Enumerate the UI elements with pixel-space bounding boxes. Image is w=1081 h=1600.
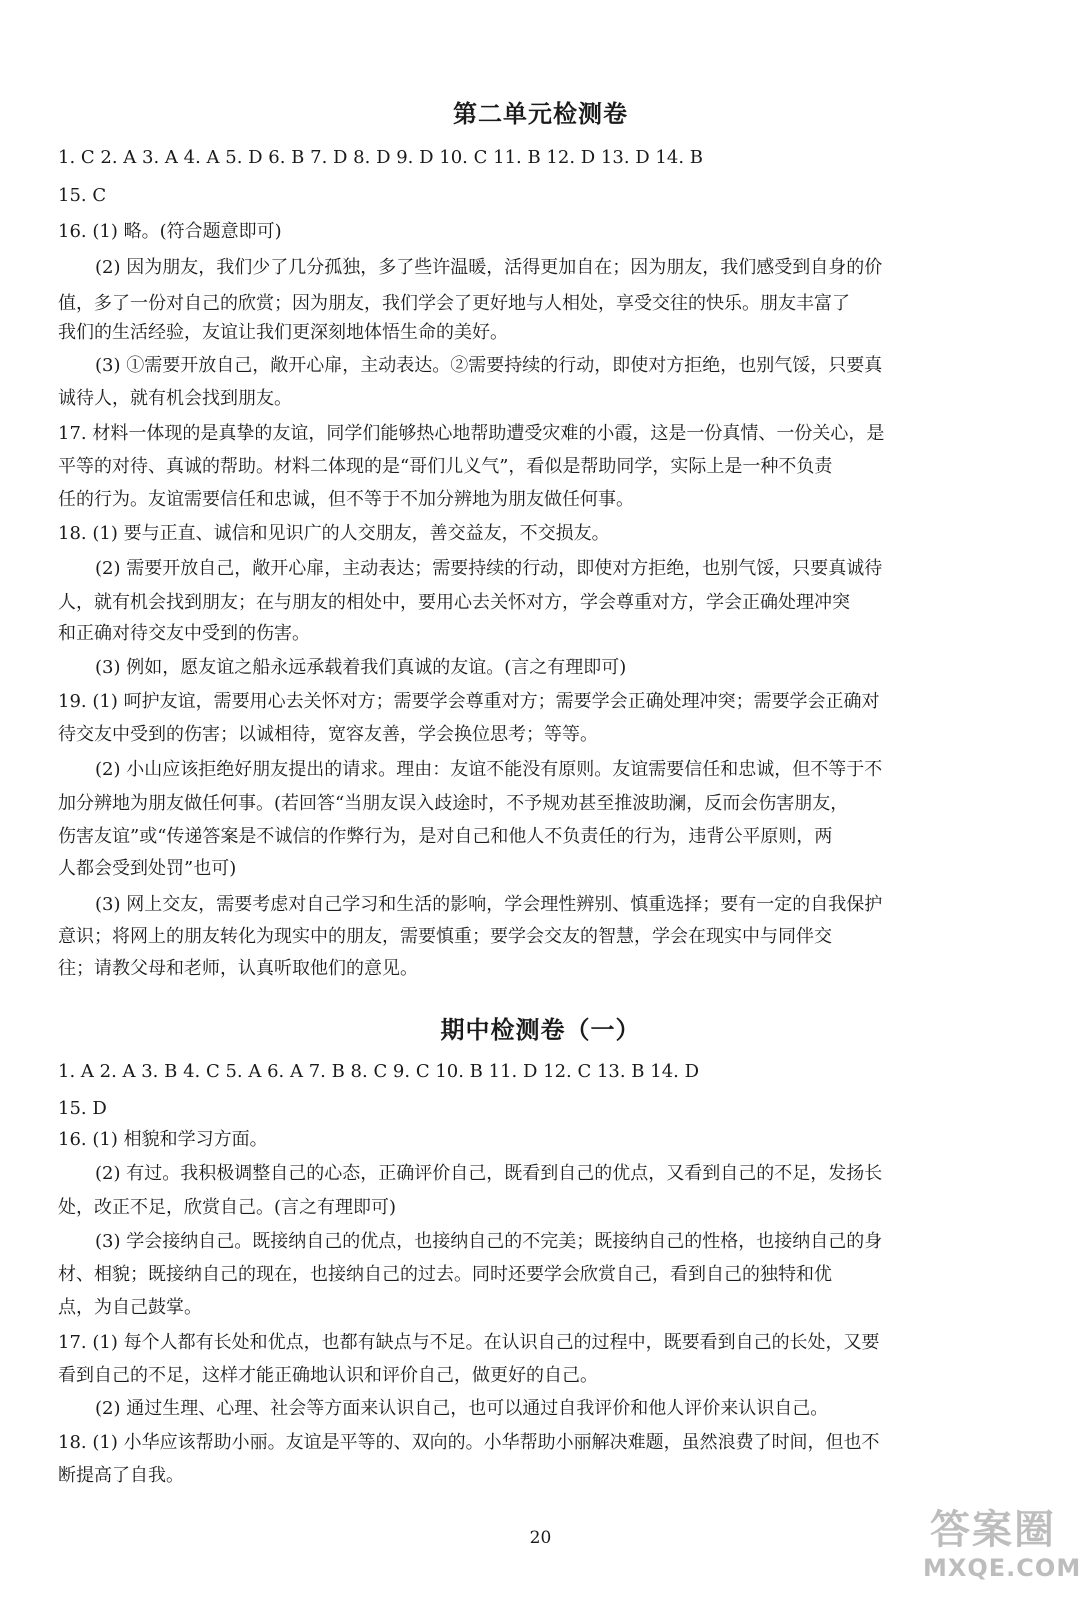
answer-line: 平等的对待、真诚的帮助。材料二体现的是“哥们儿义气”，看似是帮助同学，实际上是一种不负责 xyxy=(58,456,833,477)
answer-line: 我们的生活经验，友谊让我们更深刻地体悟生命的美好。 xyxy=(58,322,508,343)
answer-line: 1. C 2. A 3. A 4. A 5. D 6. B 7. D 8. D 9. D 10. C 11. B 12. D 13. D 14. B xyxy=(58,147,703,168)
section-title-unit-two: 第二单元检测卷 xyxy=(453,99,628,128)
answer-line: 19. (1) 呵护友谊，需要用心去关怀对方；需要学会尊重对方；需要学会正确处理冲突；需要学会正确对 xyxy=(58,691,880,712)
answer-line: 值，多了一份对自己的欣赏；因为朋友，我们学会了更好地与人相处，享受交往的快乐。朋友丰富了 xyxy=(58,293,850,314)
answer-line: 伤害友谊”或“传递答案是不诚信的作弊行为，是对自己和他人不负责任的行为，违背公平原则，两 xyxy=(58,826,833,847)
answer-line: 任的行为。友谊需要信任和忠诚，但不等于不加分辨地为朋友做任何事。 xyxy=(58,489,634,510)
page-number: 20 xyxy=(529,1528,552,1548)
answer-line: (2) 有过。我积极调整自己的心态，正确评价自己，既看到自己的优点，又看到自己的不足，发扬长 xyxy=(95,1163,883,1184)
answer-line: 意识；将网上的朋友转化为现实中的朋友，需要慎重；要学会交友的智慧，学会在现实中与同伴交 xyxy=(58,926,832,947)
answer-line: (3) 例如，愿友谊之船永远承载着我们真诚的友谊。(言之有理即可) xyxy=(95,657,627,678)
answer-line: (3) ①需要开放自己，敞开心扉，主动表达。②需要持续的行动，即使对方拒绝，也别气馁，只要真 xyxy=(95,355,883,376)
answer-line: 处，改正不足，欣赏自己。(言之有理即可) xyxy=(58,1197,397,1218)
answer-line: 15. C xyxy=(58,185,107,206)
watermark-url: MXQE.COM xyxy=(923,1554,1081,1582)
answer-line: 诚待人，就有机会找到朋友。 xyxy=(58,388,292,409)
answer-line: 17. (1) 每个人都有长处和优点，也都有缺点与不足。在认识自己的过程中，既要看到自己的长处，又要 xyxy=(58,1332,880,1353)
answer-line: 断提高了自我。 xyxy=(58,1465,184,1486)
answer-line: 和正确对待交友中受到的伤害。 xyxy=(58,623,310,644)
answer-line: (2) 需要开放自己，敞开心扉，主动表达；需要持续的行动，即使对方拒绝，也别气馁，只要真诚待 xyxy=(95,558,883,579)
answer-line: 18. (1) 要与正直、诚信和见识广的人交朋友，善交益友，不交损友。 xyxy=(58,523,610,544)
answer-line: 人，就有机会找到朋友；在与朋友的相处中，要用心去关怀对方，学会尊重对方，学会正确处理冲突 xyxy=(58,592,850,613)
answer-line: 待交友中受到的伤害；以诚相待，宽容友善，学会换位思考；等等。 xyxy=(58,724,598,745)
answer-line: 加分辨地为朋友做任何事。(若回答“当朋友误入歧途时，不予规劝甚至推波助澜，反而会伤害朋友， xyxy=(58,793,849,814)
answer-line: 人都会受到处罚”也可) xyxy=(58,858,237,879)
answer-line: 17. 材料一体现的是真挚的友谊，同学们能够热心地帮助遭受灾难的小霞，这是一份真情、一份关心，是 xyxy=(58,423,885,444)
answer-line: (2) 小山应该拒绝好朋友提出的请求。理由：友谊不能没有原则。友谊需要信任和忠诚，但不等于不 xyxy=(95,759,883,780)
watermark-logo xyxy=(923,1506,1081,1590)
answer-line: 15. D xyxy=(58,1098,107,1119)
answer-line: 1. A 2. A 3. B 4. C 5. A 6. A 7. B 8. C 9. C 10. B 11. D 12. C 13. B 14. D xyxy=(58,1061,700,1082)
answer-line: 往；请教父母和老师，认真听取他们的意见。 xyxy=(58,958,418,979)
answer-line: (3) 学会接纳自己。既接纳自己的优点，也接纳自己的不完美；既接纳自己的性格，也接纳自己的身 xyxy=(95,1231,883,1252)
answer-line: 材、相貌；既接纳自己的现在，也接纳自己的过去。同时还要学会欣赏自己，看到自己的独特和优 xyxy=(58,1264,832,1285)
answer-line: 点，为自己鼓掌。 xyxy=(58,1297,202,1318)
answer-line: 16. (1) 相貌和学习方面。 xyxy=(58,1129,268,1150)
answer-line: 16. (1) 略。(符合题意即可) xyxy=(58,221,282,242)
watermark-text: 答案圈 xyxy=(930,1507,1056,1553)
answer-line: (3) 网上交友，需要考虑对自己学习和生活的影响，学会理性辨别、慎重选择；要有一定的自我保护 xyxy=(95,894,883,915)
answer-line: 18. (1) 小华应该帮助小丽。友谊是平等的、双向的。小华帮助小丽解决难题，虽然浪费了时间，但也不 xyxy=(58,1432,880,1453)
answer-line: (2) 通过生理、心理、社会等方面来认识自己，也可以通过自我评价和他人评价来认识自己。 xyxy=(95,1398,829,1419)
answer-line: (2) 因为朋友，我们少了几分孤独，多了些许温暖，活得更加自在；因为朋友，我们感受到自身的价 xyxy=(95,257,883,278)
answer-line: 看到自己的不足，这样才能正确地认识和评价自己，做更好的自己。 xyxy=(58,1365,598,1386)
section-title-midterm: 期中检测卷（一） xyxy=(440,1015,641,1044)
